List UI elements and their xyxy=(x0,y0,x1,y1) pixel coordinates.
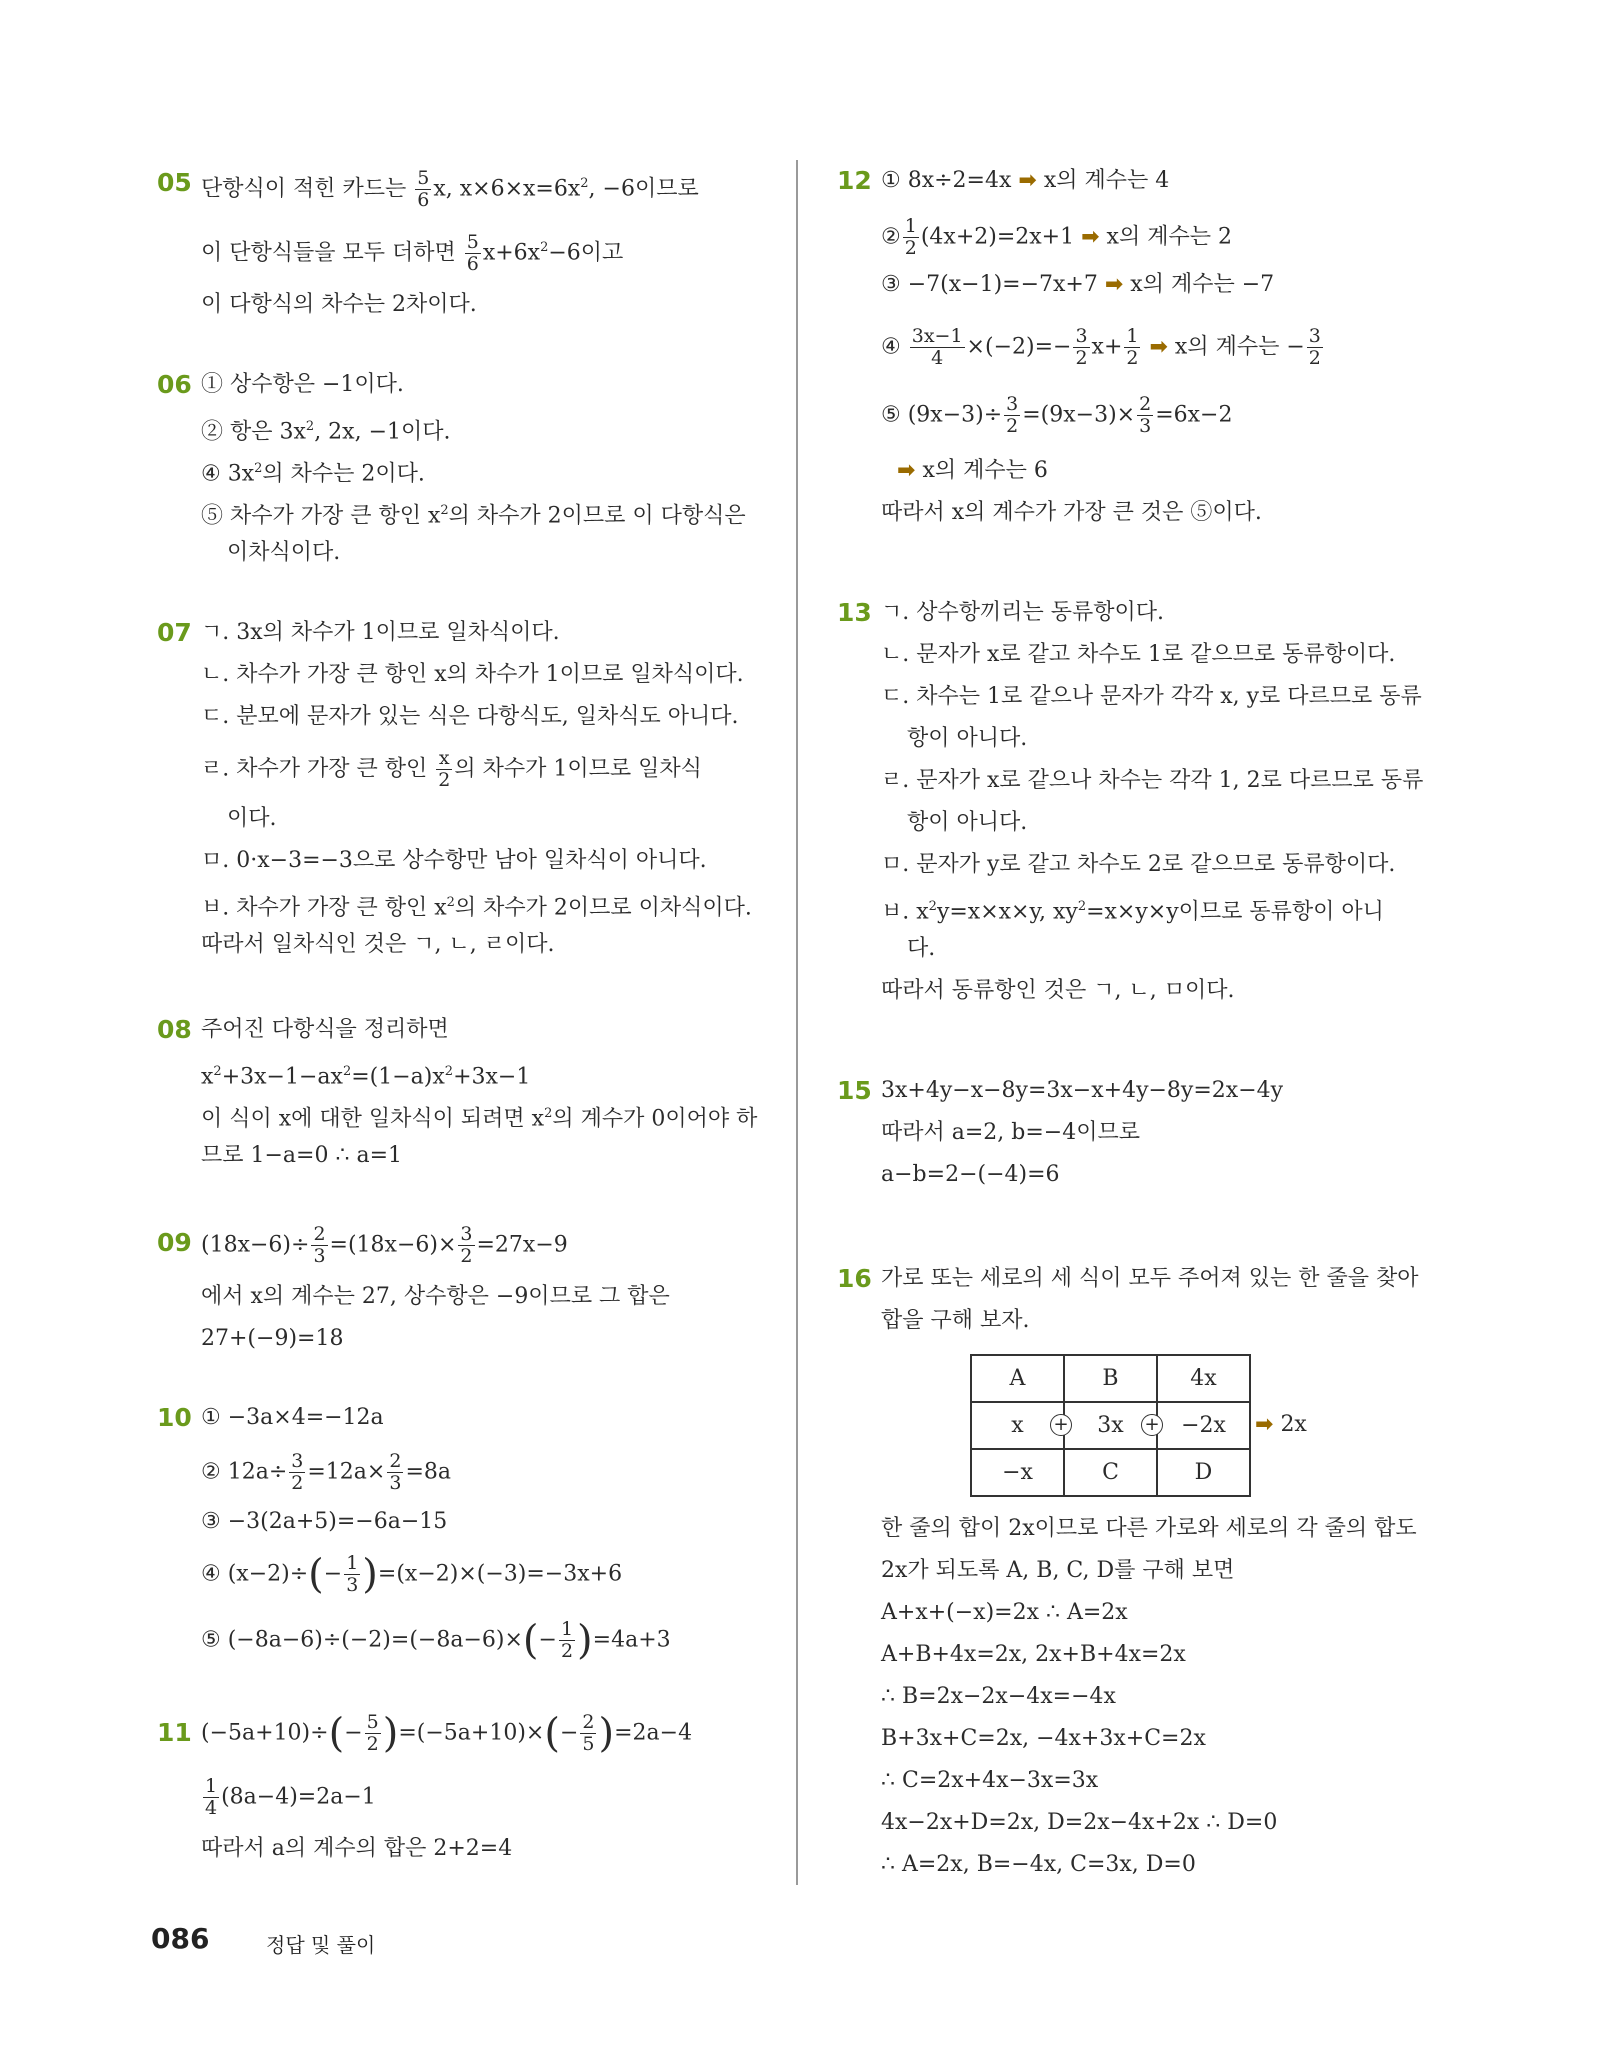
problem-line: ∴ A=2x, B=−4x, C=3x, D=0 xyxy=(881,1852,1196,1877)
problem-line: 따라서 a=2, b=−4이므로 xyxy=(881,1120,1140,1145)
problem-line: ① −3a×4=−12a xyxy=(201,1405,384,1430)
problem-number: 07 xyxy=(157,618,192,647)
problem-line: ∴ C=2x+4x−3x=3x xyxy=(881,1768,1099,1793)
problem-line: ③ −7(x−1)=−7x+7 ➡ x의 계수는 −7 xyxy=(881,272,1275,297)
problem-line: 이 식이 x에 대한 일차식이 되려면 $x^2$의 계수가 0이어야 하 xyxy=(201,1106,758,1132)
arrow-icon: ➡ xyxy=(1149,334,1168,360)
problem-line: ② 12a÷ $\frac{3}{2}$ =12a× $\frac{2}{3}$ =8a xyxy=(201,1450,451,1494)
problem-line: 합을 구해 보자. xyxy=(881,1308,1030,1333)
problem-line: 3x+4y−x−8y=3x−x+4y−8y=2x−4y xyxy=(881,1078,1284,1103)
problem-number: 05 xyxy=(157,168,192,197)
problem-number: 10 xyxy=(157,1403,192,1432)
column-divider xyxy=(796,160,798,1885)
problem-line: 이 단항식들을 모두 더하면 $\frac{5}{6}$ $x+6x^2-6$이고 xyxy=(201,231,624,275)
problem-line: ㅁ. 0·x−3=−3으로 상수항만 남아 일차식이 아니다. xyxy=(201,848,707,873)
problem-line: ④ (x−2)÷(− $\frac{1}{3}$ )=(x−2)×(−3)=−3x+6 xyxy=(201,1551,623,1598)
problem-line: 4x−2x+D=2x, D=2x−4x+2x ∴ D=0 xyxy=(881,1810,1278,1835)
problem-number: 15 xyxy=(837,1076,872,1105)
problem-line: 이다. xyxy=(227,806,277,831)
problem-line: 이차식이다. xyxy=(227,540,341,565)
problem-line: 27+(−9)=18 xyxy=(201,1326,344,1351)
problem-line: ④ $3x^2$의 차수는 2이다. xyxy=(201,461,425,487)
problem-line: 항이 아니다. xyxy=(907,810,1028,835)
problem-line: 따라서 일차식인 것은 ㄱ, ㄴ, ㄹ이다. xyxy=(201,932,555,957)
problem-line: a−b=2−(−4)=6 xyxy=(881,1162,1060,1187)
grid-cell: 3x xyxy=(1064,1402,1157,1449)
problem-number: 13 xyxy=(837,598,872,627)
grid-cell: B xyxy=(1064,1355,1157,1402)
arrow-icon: ➡ xyxy=(1081,224,1100,250)
magic-square-grid xyxy=(970,1354,1251,1497)
problem-line: ㄱ. 상수항끼리는 동류항이다. xyxy=(881,600,1164,625)
problem-line: 가로 또는 세로의 세 식이 모두 주어져 있는 한 줄을 찾아 xyxy=(881,1266,1419,1291)
problem-line: ㄷ. 차수는 1로 같으나 문자가 각각 x, y로 다르므로 동류 xyxy=(881,684,1422,709)
problem-line: ㄹ. 문자가 x로 같으나 차수는 각각 1, 2로 다르므로 동류 xyxy=(881,768,1424,793)
arrow-icon: ➡ xyxy=(1104,272,1124,297)
problem-number: 11 xyxy=(157,1718,192,1747)
problem-line: 주어진 다항식을 정리하면 xyxy=(201,1017,449,1042)
problem-line: A+B+4x=2x, 2x+B+4x=2x xyxy=(881,1642,1186,1667)
arrow-icon: ➡ xyxy=(897,458,916,483)
problem-number: 09 xyxy=(157,1228,192,1257)
problem-line: ∴ B=2x−2x−4x=−4x xyxy=(881,1684,1116,1709)
problem-line: ㄹ. 차수가 가장 큰 항인 $\frac{x}{2}$ 의 차수가 1이므로 일차식 xyxy=(201,747,702,791)
problem-line: $\frac{1}{4}$ (8a−4)=2a−1 xyxy=(205,1775,376,1819)
grid-cell: x xyxy=(971,1402,1064,1449)
problem-line: ㄴ. 차수가 가장 큰 항인 x의 차수가 1이므로 일차식이다. xyxy=(201,662,744,687)
problem-line: ⑤ (−8a−6)÷(−2)=(−8a−6)×(− $\frac{1}{2}$ )=4a+3 xyxy=(201,1617,671,1664)
problem-line: 므로 1−a=0 ∴ a=1 xyxy=(201,1143,403,1168)
problem-line: ③ −3(2a+5)=−6a−15 xyxy=(201,1509,448,1534)
problem-line: ㅁ. 문자가 y로 같고 차수도 2로 같으므로 동류항이다. xyxy=(881,852,1396,877)
problem-line: (−5a+10)÷(− $\frac{5}{2}$ )=(−5a+10)×(− $\frac{2}{5}$ )=2a−4 xyxy=(201,1710,693,1757)
problem-line: A+x+(−x)=2x ∴ A=2x xyxy=(881,1600,1128,1625)
problem-line: 2x가 되도록 A, B, C, D를 구해 보면 xyxy=(881,1558,1235,1583)
problem-line: (18x−6)÷ $\frac{2}{3}$ =(18x−6)× $\frac{3}{2}$ =27x−9 xyxy=(201,1223,568,1267)
problem-number: 12 xyxy=(837,166,872,195)
page-number: 086 xyxy=(151,1922,210,1955)
problem-line: ② $\frac{1}{2}$ (4x+2)=2x+1 ➡ x의 계수는 2 xyxy=(881,215,1232,259)
problem-line: ㄱ. 3x의 차수가 1이므로 일차식이다. xyxy=(201,620,560,645)
problem-line: 한 줄의 합이 2x이므로 다른 가로와 세로의 각 줄의 합도 xyxy=(881,1516,1417,1541)
problem-line: B+3x+C=2x, −4x+3x+C=2x xyxy=(881,1726,1206,1751)
problem-line: ㄴ. 문자가 x로 같고 차수도 1로 같으므로 동류항이다. xyxy=(881,642,1396,667)
problem-line: 따라서 동류항인 것은 ㄱ, ㄴ, ㅁ이다. xyxy=(881,978,1235,1003)
problem-line: ⑤ 차수가 가장 큰 항인 $x^2$의 차수가 2이므로 이 다항식은 xyxy=(201,503,746,529)
problem-number: 08 xyxy=(157,1015,192,1044)
grid-cell: A xyxy=(971,1355,1064,1402)
problem-line: ㄷ. 분모에 문자가 있는 식은 다항식도, 일차식도 아니다. xyxy=(201,704,739,729)
problem-line: 다. xyxy=(907,936,936,961)
arrow-icon: ➡ xyxy=(1018,168,1037,193)
grid-cell: D xyxy=(1157,1449,1250,1496)
circled-plus-icon: + xyxy=(1050,1414,1072,1436)
problem-line: $x^2+3x-1-ax^2=(1-a)x^2+3x-1$ xyxy=(201,1064,531,1090)
problem-line: 단항식이 적힌 카드는 $\frac{5}{6}$ x, $x\times 6\times x=6x^2$, −6이므로 xyxy=(201,167,699,211)
problem-line: 이 다항식의 차수는 2차이다. xyxy=(201,292,477,317)
problem-line: ② 항은 $3x^2$, 2x, −1이다. xyxy=(201,419,451,445)
grid-cell: C xyxy=(1064,1449,1157,1496)
problem-line: 항이 아니다. xyxy=(907,726,1028,751)
grid-result: ➡ 2x xyxy=(1255,1412,1307,1437)
page-label: 정답 및 풀이 xyxy=(266,1933,376,1957)
problem-number: 06 xyxy=(157,370,192,399)
grid-cell: 4x xyxy=(1157,1355,1250,1402)
circled-plus-icon: + xyxy=(1141,1414,1163,1436)
problem-line: 따라서 x의 계수가 가장 큰 것은 ⑤이다. xyxy=(881,500,1262,525)
problem-line: ① 상수항은 −1이다. xyxy=(201,372,404,397)
grid-cell: −x xyxy=(971,1449,1064,1496)
problem-line: ➡ x의 계수는 6 xyxy=(897,458,1048,483)
problem-line: ㅂ. $x^2y=x\times x\times y$, $xy^2=x\times y\times y$이므로 동류항이 아니 xyxy=(881,899,1384,925)
grid-cell: −2x xyxy=(1157,1402,1250,1449)
problem-line: ⑤ (9x−3)÷ $\frac{3}{2}$ =(9x−3)× $\frac{2}{3}$ =6x−2 xyxy=(881,393,1233,437)
problem-line: ① 8x÷2=4x ➡ x의 계수는 4 xyxy=(881,168,1170,193)
problem-line: ㅂ. 차수가 가장 큰 항인 $x^2$의 차수가 2이므로 이차식이다. xyxy=(201,895,752,921)
problem-line: ④ $\frac{3x-1}{4}$ ×(−2)=− $\frac{3}{2}$ x+ $\frac{1}{2}$ ➡ x의 계수는 − $\frac{3}{2}$ xyxy=(881,325,1321,369)
arrow-icon: ➡ xyxy=(1255,1412,1274,1437)
problem-line: 따라서 a의 계수의 합은 2+2=4 xyxy=(201,1836,513,1861)
problem-line: 에서 x의 계수는 27, 상수항은 −9이므로 그 합은 xyxy=(201,1284,670,1309)
problem-number: 16 xyxy=(837,1264,872,1293)
